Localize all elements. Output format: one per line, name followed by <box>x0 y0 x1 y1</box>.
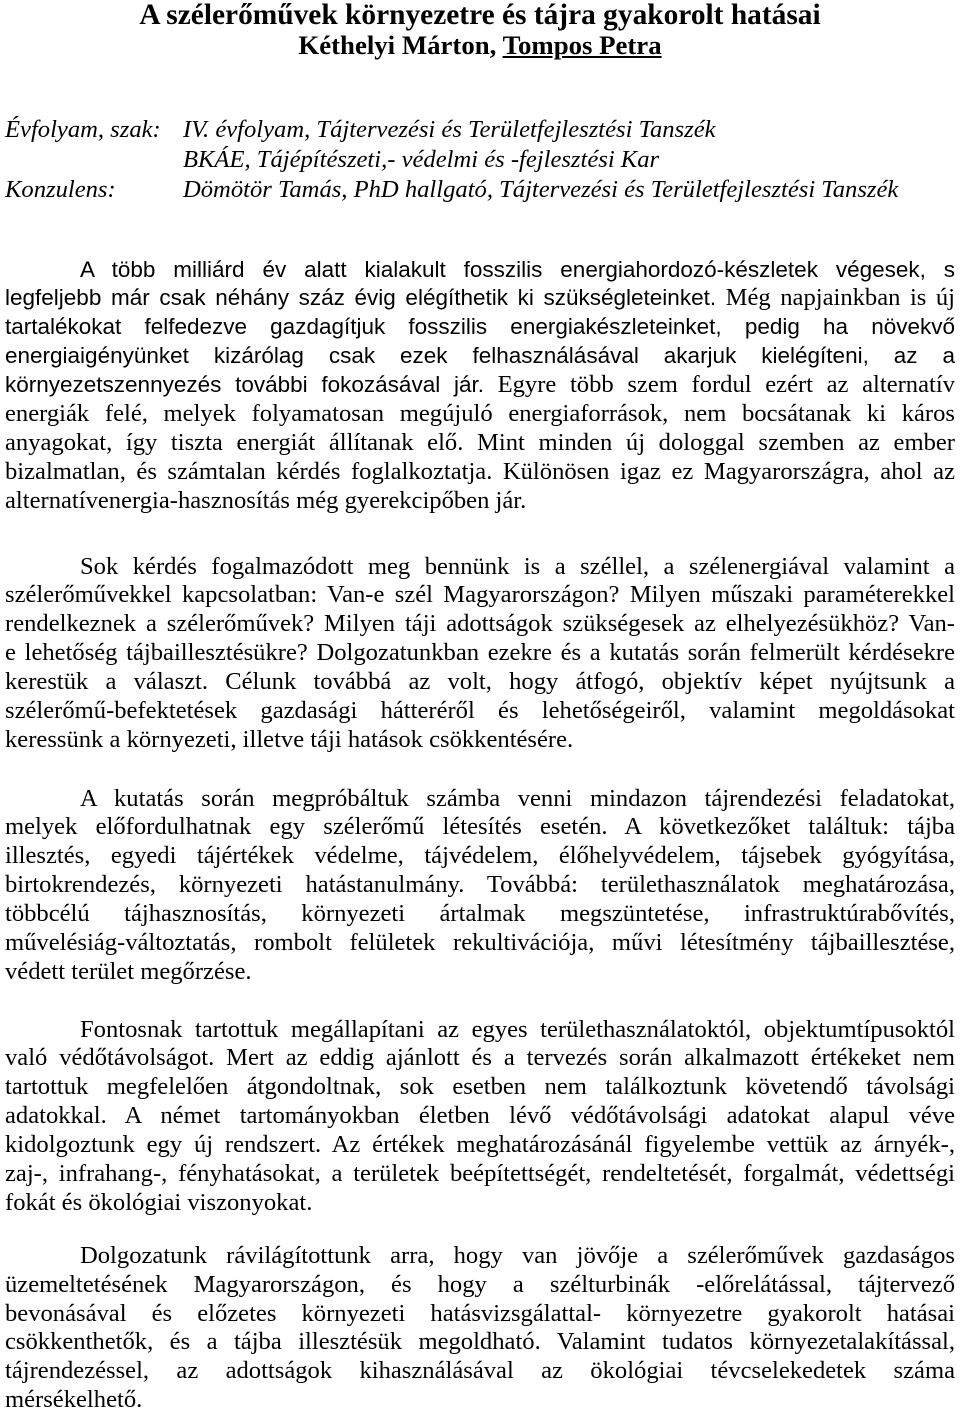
paragraph-1 <box>5 256 955 516</box>
info-value-faculty: BKÁE, Tájépítészeti,- védelmi és -fejlesztési Kar <box>183 146 660 173</box>
paragraph-line: tájrendezéssel, az adottságok kihasználásával az ökológiai tévcselekedetek száma <box>5 1357 955 1385</box>
paragraph-line <box>5 458 955 487</box>
paragraph-line: birtokrendezés, környezeti hatástanulmány. Továbbá: területhasználatok meghatározása, <box>5 871 955 899</box>
text-segment: energiák felé, melyek folyamatosan megújuló energiaforrások, nem bocsátanak ki káros <box>5 399 955 427</box>
text-segment: környezetszennyezés további fokozásával jár. <box>5 372 484 398</box>
paragraph-line: kidolgoztunk egy új rendszert. Az értékek meghatározásánál figyelembe vettük az árnyék-, <box>5 1131 955 1159</box>
paragraph-line: kerestük a választ. Célunk továbbá az volt, hogy átfogó, objektív képet nyújtsunk a <box>5 668 955 696</box>
text-segment: anyagokat, így tiszta energiát állítanak elő. Mint minden új dologgal szemben az ember <box>5 428 955 456</box>
paragraph-line: többcélú tájhasznosítás, környezeti ártalmak megszüntetése, infrastruktúrabővítés, <box>5 900 955 928</box>
paragraph-2 <box>5 553 955 755</box>
info-label-year: Évfolyam, szak: <box>5 116 161 143</box>
info-value-year: IV. évfolyam, Tájtervezési és Területfejlesztési Tanszék <box>183 116 716 143</box>
paragraph-line: szélerőművekkel kapcsolatban: Van-e szél Magyarországon? Milyen műszaki paraméterekkel <box>5 581 955 609</box>
text-segment: Még napjainkban is új <box>725 284 955 312</box>
text-segment: legfeljebb már csak néhány száz évig elégíthetik ki szükségleteinket. <box>5 285 717 311</box>
paragraph-line: üzemeltetésének Magyarországon, és hogy a szélturbinák -előrelátással, tájtervező <box>5 1270 955 1298</box>
document-title: A szélerőművek környezetre és tájra gyakorolt hatásai <box>139 0 821 31</box>
text-segment: energiaigényünket kizárólag csak ezek felhasználásával akarjuk kielégíteni, az a <box>5 343 955 369</box>
paragraph-line <box>5 256 955 285</box>
text-segment: alternatívenergia-hasznosítás még gyerekcipőben jár. <box>5 486 527 514</box>
paragraph-line: szélerőmű-befektetések gazdasági hátteréről és lehetőségeiről, valamint megoldásokat <box>5 696 955 724</box>
text-segment: tartalékokat felfedezve gazdagítjuk fosszilis energiakészleteinket, pedig ha növekvő <box>5 314 955 340</box>
paragraph-line: tartottuk megfelelően átgondoltnak, sok esetben nem találkoztunk követendő távolsági <box>5 1073 955 1101</box>
paragraph-3 <box>5 785 955 987</box>
paragraph-line: Sok kérdés fogalmazódott meg bennünk is a széllel, a szélenergiával valamint a <box>80 552 955 580</box>
info-value-advisor: Dömötör Tamás, PhD hallgató, Tájtervezési és Területfejlesztési Tanszék <box>183 176 899 203</box>
paragraph-line: csökkenthetők, és a tájba illesztésük megoldható. Valamint tudatos környezetalakítással, <box>5 1328 955 1356</box>
paragraph-line: A kutatás során megpróbáltuk számba venni mindazon tájrendezési feladatokat, <box>80 784 955 812</box>
paragraph-line <box>5 371 955 400</box>
paragraph-line: Dolgozatunk rávilágítottunk arra, hogy van jövője a szélerőművek gazdaságos <box>80 1242 955 1269</box>
paragraph-line: illesztés, egyedi tájértékek védelme, tájvédelem, élőhelyvédelem, tájsebek gyógyítása, <box>5 842 955 870</box>
paragraph-line: melyek előfordulhatnak egy szélerőmű létesítés esetén. A következőket találtuk: tájba <box>5 813 955 841</box>
paragraph-line: fokát és ökológiai viszonyokat. <box>5 1188 313 1216</box>
paragraph-line <box>5 313 955 342</box>
paragraph-line: védett terület megőrzése. <box>5 957 252 985</box>
paragraph-line <box>5 400 955 429</box>
paragraph-5 <box>5 1242 955 1415</box>
paragraph-line: mérsékelhető. <box>5 1385 143 1413</box>
paragraph-line: zaj-, infrahang-, fényhatásokat, a területek beépítettségét, rendeltetését, forgalmát, védettségi <box>5 1159 955 1187</box>
paragraph-4 <box>5 1016 955 1218</box>
text-segment: A több milliárd év alatt kialakult fosszilis energiahordozó-készletek végesek, s <box>80 256 955 282</box>
paragraph-line <box>5 342 955 371</box>
paragraph-line: rendelkeznek a szélerőművek? Milyen táji adottságok szükségesek az elhelyezésükhöz? Van- <box>5 610 955 638</box>
paragraph-line <box>5 429 955 458</box>
text-segment: bizalmatlan, és számtalan kérdés foglalkoztatja. Különösen igaz ez Magyarországra, ahol az <box>5 457 955 485</box>
paragraph-line <box>5 284 955 313</box>
paragraph-line: keressünk a környezeti, illetve táji hatások csökkentésére. <box>5 725 574 753</box>
paragraph-line: adatokkal. A német tartományokban életben lévő védőtávolsági adatokat alapul véve <box>5 1102 955 1130</box>
paragraph-line: való védőtávolságot. Mert az eddig ajánlott és a tervezés során alkalmazott értékeket nem <box>5 1044 955 1072</box>
text-segment: Egyre több szem fordul ezért az alternatív <box>497 371 955 399</box>
paragraph-line: bevonásával és előzetes környezeti hatásvizsgálattal- környezetre gyakorolt hatásai <box>5 1299 955 1327</box>
author-name: Kéthelyi Márton, <box>298 30 497 60</box>
paragraph-line: e lehetőség tájbaillesztésükre? Dolgozatunkban ezekre és a kutatás során felmerült kérdésekre <box>5 639 955 667</box>
author-name-underlined: Tompos Petra <box>502 30 662 60</box>
info-label-advisor: Konzulens: <box>5 176 116 203</box>
paragraph-line: Fontosnak tartottuk megállapítani az egyes területhasználatoktól, objektumtípusoktól <box>80 1015 955 1043</box>
paragraph-line <box>5 487 955 516</box>
paragraph-line: művelésiág-változtatás, rombolt felületek rekultivációja, művi létesítmény tájbaillesztése, <box>5 928 955 956</box>
authors-line <box>0 30 960 60</box>
